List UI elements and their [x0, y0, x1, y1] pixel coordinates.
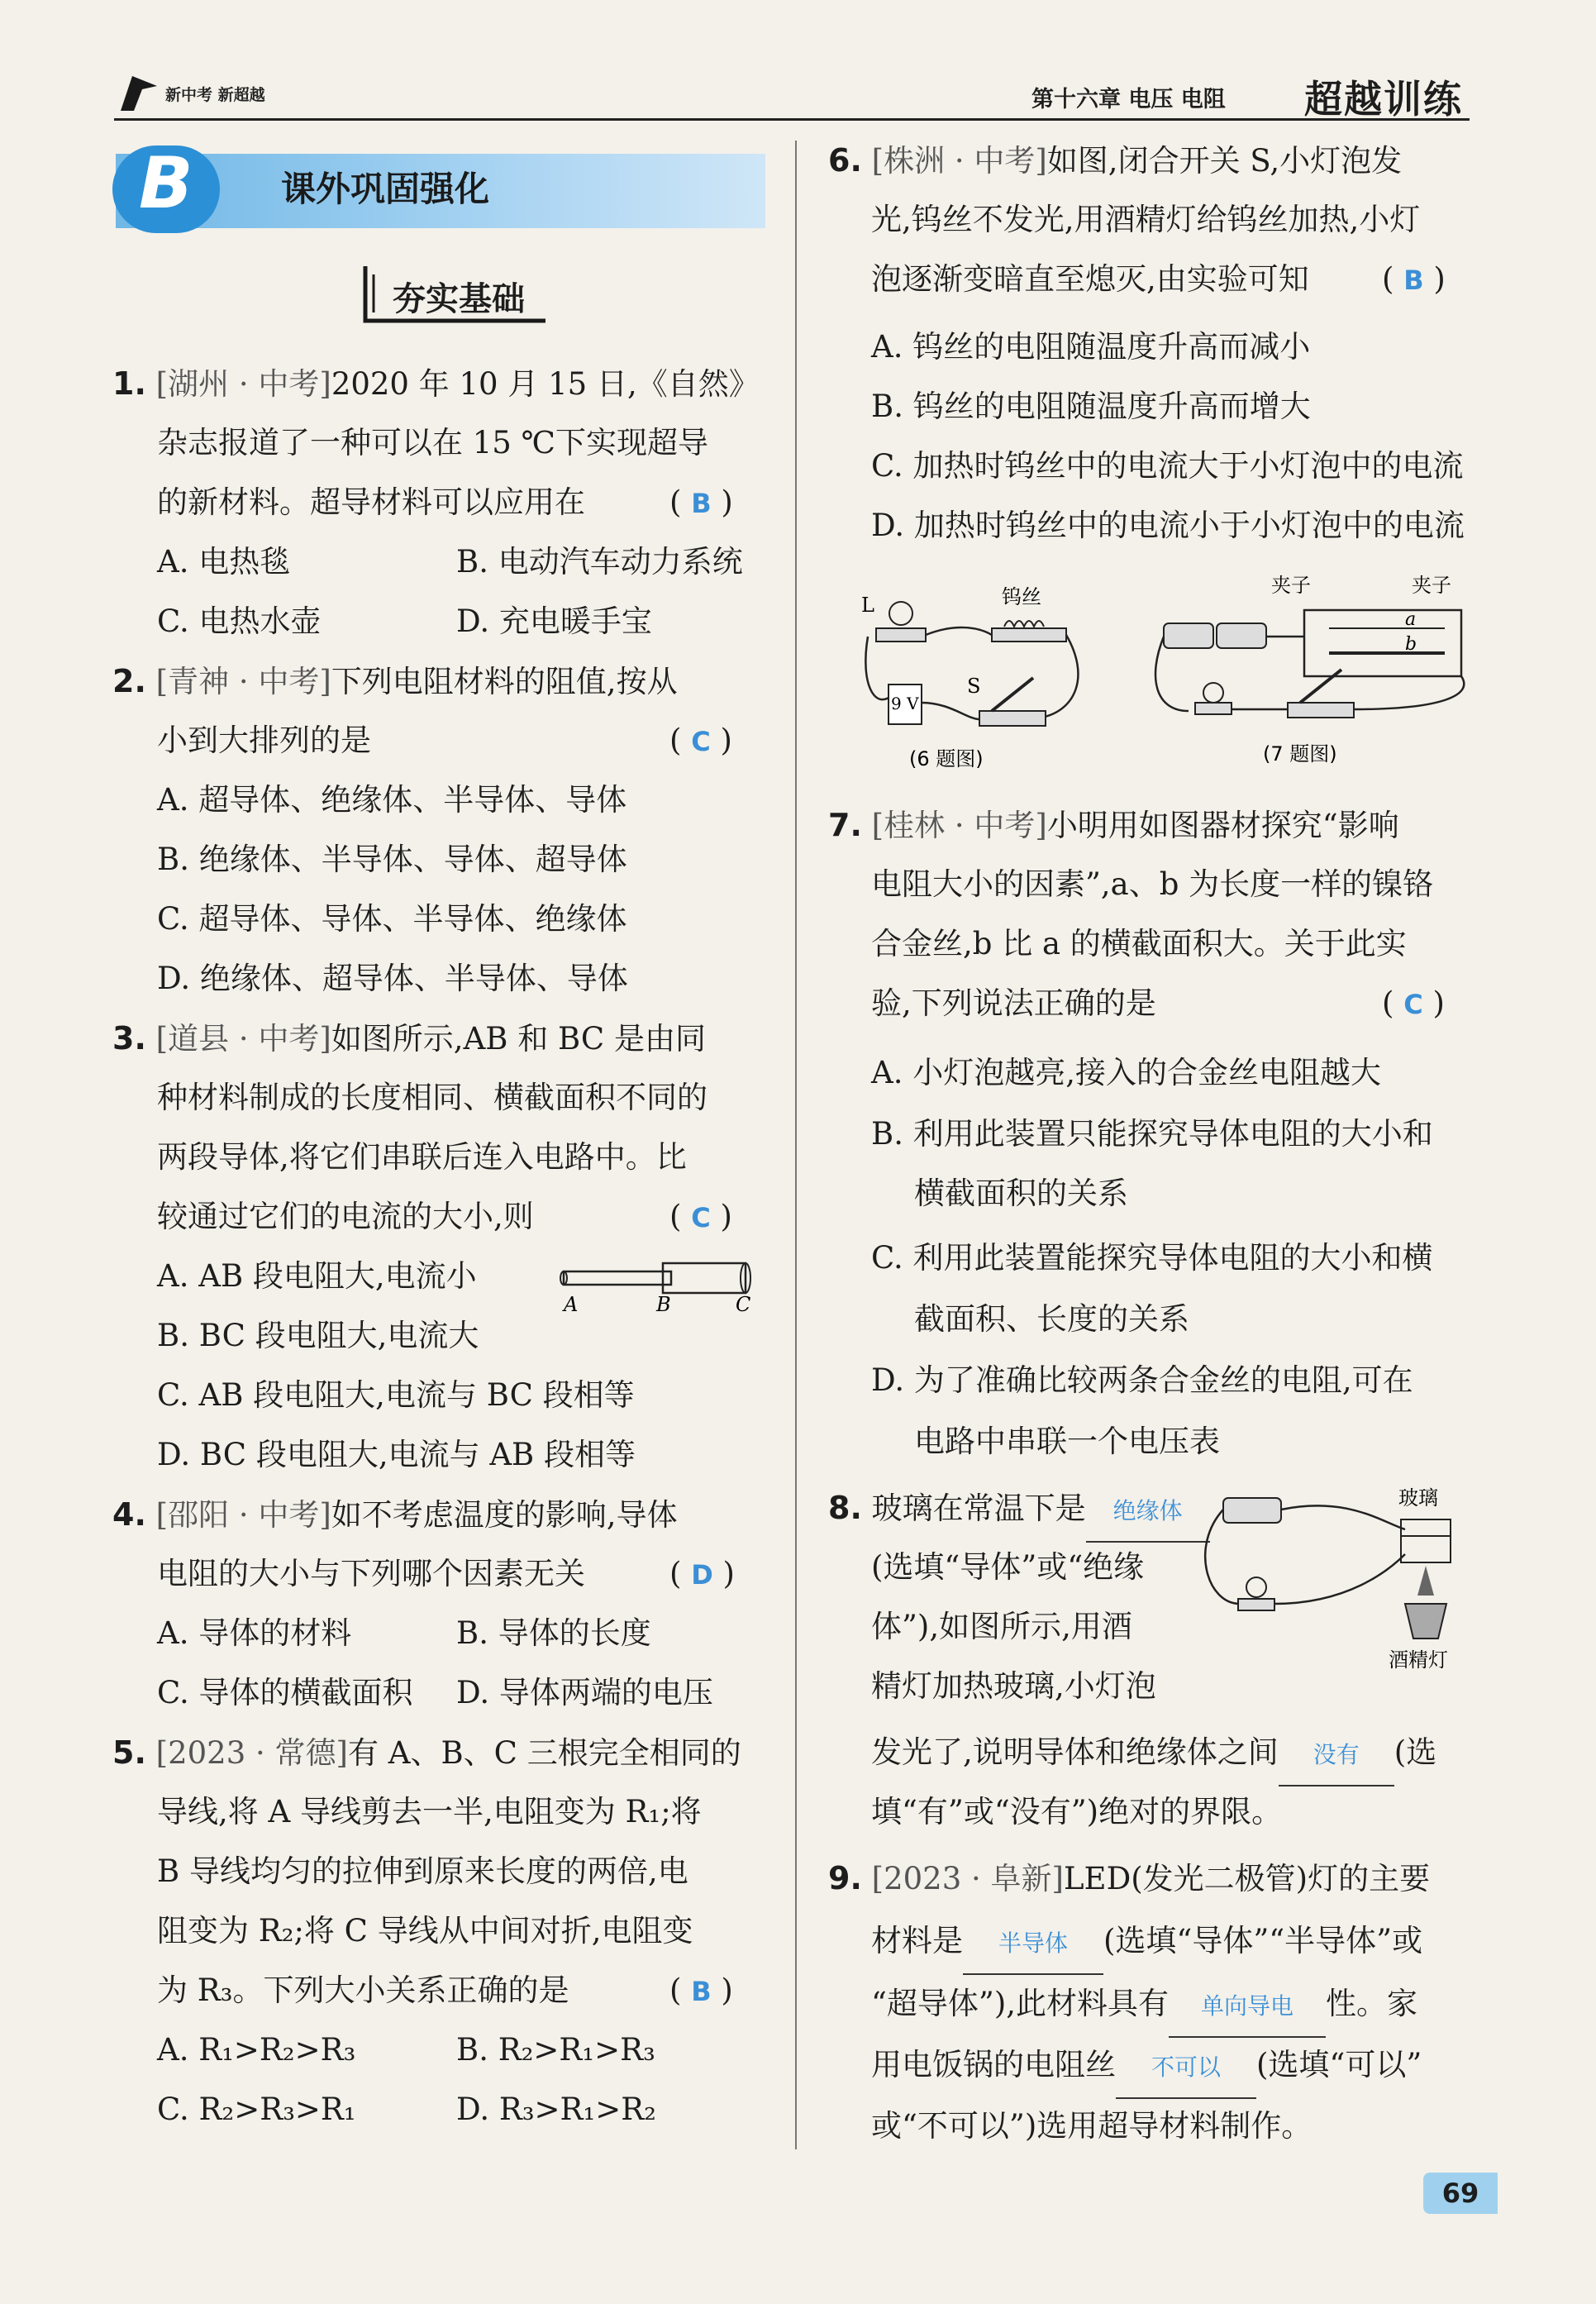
q1-line1: 1. [湖州 · 中考]2020 年 10 月 15 日,《自然》	[112, 365, 760, 402]
q8-line6: 填“有”或“没有”)绝对的界限。	[871, 1794, 1283, 1829]
q1-option-d: D. 充电暖手宝	[456, 603, 652, 639]
q3-line2: 种材料制成的长度相同、横截面积不同的	[157, 1080, 707, 1115]
q5-line1: 5. [2023 · 常德]有 A、B、C 三根完全相同的	[112, 1734, 741, 1771]
q3-option-d: D. BC 段电阻大,电流与 AB 段相等	[157, 1437, 636, 1472]
q9-line1: 9. [2023 · 阜新]LED(发光二极管)灯的主要	[828, 1860, 1431, 1896]
q1-answer: ( B )	[669, 484, 733, 520]
q7-option-b-cont: 横截面积的关系	[914, 1176, 1128, 1211]
q1-line2: 杂志报道了一种可以在 15 ℃下实现超导	[157, 425, 708, 460]
q7-fig-caption: (7 题图)	[1263, 742, 1337, 766]
q6-fig-label-tungsten: 钨丝	[1002, 585, 1041, 608]
q7-option-d: D. 为了准确比较两条合金丝的电阻,可在	[871, 1362, 1413, 1398]
q3-conductor-figure	[555, 1257, 754, 1314]
q7-fig-label-b: b	[1405, 634, 1417, 655]
q4-option-c: C. 导体的横截面积	[157, 1675, 413, 1710]
q3-fig-label-c: C	[736, 1293, 751, 1314]
q6-answer: ( B )	[1382, 261, 1446, 297]
q6-line3: 泡逐渐变暗直至熄灭,由实验可知	[871, 261, 1309, 297]
q7-line4: 验,下列说法正确的是	[871, 985, 1156, 1021]
section-subtitle: 夯实基础	[393, 280, 525, 318]
q6-option-c: C. 加热时钨丝中的电流大于小灯泡中的电流	[871, 448, 1464, 484]
q8-fig-label-alcohol-lamp: 酒精灯	[1389, 1648, 1448, 1672]
q7-option-c-cont: 截面积、长度的关系	[914, 1301, 1189, 1337]
q8-line2: (选填“导体”或“绝缘	[871, 1549, 1145, 1585]
q3-line4: 较通过它们的电流的大小,则	[157, 1199, 534, 1234]
q2-answer: ( C )	[669, 723, 732, 758]
q6-fig-label-l: L	[861, 594, 874, 617]
q4-line2: 电阻的大小与下列哪个因素无关	[157, 1556, 585, 1591]
q5-line2: 导线,将 A 导线剪去一半,电阻变为 R₁;将	[157, 1794, 702, 1829]
q3-option-a: A. AB 段电阻大,电流小	[157, 1258, 477, 1294]
q7-option-b: B. 利用此装置只能探究导体电阻的大小和	[871, 1116, 1433, 1152]
q7-circuit-figure	[1147, 570, 1478, 777]
q3-fig-label-a: A	[564, 1293, 579, 1314]
q3-fig-label-b: B	[656, 1293, 671, 1314]
header-logo-text: 新中考 新超越	[165, 86, 265, 104]
q8-glass-circuit-figure	[1198, 1480, 1479, 1678]
logo-arrow-icon	[114, 68, 164, 117]
q1-option-a: A. 电热毯	[157, 544, 291, 580]
q5-option-b: B. R₂>R₁>R₃	[456, 2032, 655, 2068]
q8-fig-label-glass: 玻璃	[1398, 1486, 1438, 1510]
q9-line5: 或“不可以”)选用超导材料制作。	[871, 2108, 1313, 2144]
q2-option-a: A. 超导体、绝缘体、半导体、导体	[157, 782, 627, 818]
q7-option-c: C. 利用此装置能探究导体电阻的大小和横	[871, 1240, 1433, 1276]
q5-option-a: A. R₁>R₂>R₃	[157, 2032, 356, 2068]
q3-line1: 3. [道县 · 中考]如图所示,AB 和 BC 是由同	[112, 1020, 706, 1057]
q9-blank2: 单向导电	[1169, 1977, 1326, 2038]
q8-line1: 8. 玻璃在常温下是 绝缘体	[828, 1478, 1210, 1543]
q6-fig-caption: (6 题图)	[909, 747, 984, 770]
section-title: 课外巩固强化	[281, 169, 490, 209]
q6-option-b: B. 钨丝的电阻随温度升高而增大	[871, 389, 1311, 424]
q7-fig-label-clip2: 夹子	[1412, 574, 1451, 597]
q4-line1: 4. [邵阳 · 中考]如不考虑温度的影响,导体	[112, 1496, 678, 1533]
q7-option-a: A. 小灯泡越亮,接入的合金丝电阻越大	[871, 1055, 1382, 1090]
q9-blank3: 不可以	[1116, 2038, 1256, 2099]
q1-option-c: C. 电热水壶	[157, 603, 322, 639]
q5-line4: 阻变为 R₂;将 C 导线从中间对折,电阻变	[157, 1913, 693, 1949]
q6-option-d: D. 加热时钨丝中的电流小于小灯泡中的电流	[871, 508, 1465, 543]
q7-fig-label-a: a	[1405, 609, 1417, 630]
q1-line3: 的新材料。超导材料可以应用在	[157, 484, 585, 520]
q9-line3: “超导体”),此材料具有 单向导电 性。家	[871, 1974, 1417, 2038]
q4-option-a: A. 导体的材料	[157, 1615, 352, 1651]
q3-answer: ( C )	[669, 1199, 732, 1234]
q2-option-c: C. 超导体、导体、半导体、绝缘体	[157, 901, 627, 937]
q8-line4: 精灯加热玻璃,小灯泡	[871, 1668, 1156, 1704]
q2-line1: 2. [青神 · 中考]下列电阻材料的阻值,按从	[112, 663, 678, 699]
q5-option-c: C. R₂>R₃>R₁	[157, 2092, 356, 2127]
q4-answer: ( D )	[669, 1556, 735, 1591]
q2-line2: 小到大排列的是	[157, 723, 371, 758]
q5-option-d: D. R₃>R₁>R₂	[456, 2092, 656, 2127]
q6-option-a: A. 钨丝的电阻随温度升高而减小	[871, 329, 1311, 365]
q7-line1: 7. [桂林 · 中考]小明用如图器材探究“影响	[828, 807, 1399, 843]
q7-line3: 合金丝,b 比 a 的横截面积大。关于此实	[871, 926, 1407, 961]
q2-option-b: B. 绝缘体、半导体、导体、超导体	[157, 842, 627, 877]
q6-line1: 6. [株洲 · 中考]如图,闭合开关 S,小灯泡发	[828, 142, 1403, 179]
q9-line4: 用电饭锅的电阻丝 不可以 (选填“可以”	[871, 2035, 1422, 2099]
header-chapter: 第十六章 电压 电阻	[1031, 87, 1226, 112]
q5-line3: B 导线均匀的拉伸到原来长度的两倍,电	[157, 1853, 688, 1889]
header-series: 超越训练	[1304, 77, 1463, 122]
q6-circuit-figure	[843, 579, 1091, 777]
section-letter: B	[139, 142, 193, 225]
q9-blank1: 半导体	[963, 1914, 1103, 1975]
q3-line3: 两段导体,将它们串联后连入电路中。比	[157, 1139, 687, 1175]
q9-line2: 材料是 半导体 (选填“导体”“半导体”或	[871, 1911, 1422, 1975]
q1-option-b: B. 电动汽车动力系统	[456, 544, 743, 580]
q5-answer: ( B )	[669, 1972, 733, 2008]
q8-blank2: 没有	[1279, 1725, 1394, 1786]
q6-fig-label-s: S	[967, 675, 981, 698]
q3-option-c: C. AB 段电阻大,电流与 BC 段相等	[157, 1377, 635, 1413]
column-divider	[795, 141, 797, 2149]
q8-line5: 发光了,说明导体和绝缘体之间 没有 (选	[871, 1723, 1436, 1786]
q8-blank1: 绝缘体	[1086, 1481, 1210, 1543]
q5-line5: 为 R₃。下列大小关系正确的是	[157, 1972, 569, 2008]
page-number: 69	[1423, 2173, 1498, 2214]
q4-option-d: D. 导体两端的电压	[456, 1675, 713, 1710]
q4-option-b: B. 导体的长度	[456, 1615, 651, 1651]
q7-line2: 电阻大小的因素”,a、b 为长度一样的镍铬	[871, 866, 1434, 902]
q6-fig-label-9v: 9 V	[891, 694, 919, 713]
q8-line3: 体”),如图所示,用酒	[871, 1609, 1132, 1644]
q7-fig-label-clip1: 夹子	[1271, 574, 1311, 597]
q7-option-d-cont: 电路中串联一个电压表	[914, 1424, 1220, 1459]
q6-line2: 光,钨丝不发光,用酒精灯给钨丝加热,小灯	[871, 202, 1421, 237]
q2-option-d: D. 绝缘体、超导体、半导体、导体	[157, 961, 628, 996]
q3-option-b: B. BC 段电阻大,电流大	[157, 1318, 479, 1353]
q7-answer: ( C )	[1382, 985, 1445, 1021]
